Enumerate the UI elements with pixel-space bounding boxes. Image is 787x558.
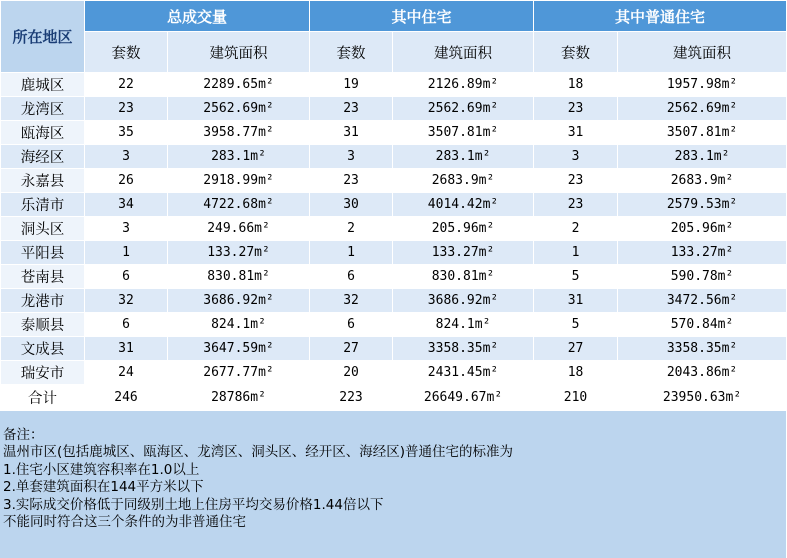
ordinary-count-cell: 23 bbox=[534, 169, 618, 193]
ordinary-area-cell: 2562.69m² bbox=[618, 97, 787, 121]
ordinary-count-cell: 5 bbox=[534, 265, 618, 289]
table-row bbox=[1, 121, 787, 145]
region-cell: 瑞安市 bbox=[1, 361, 85, 385]
ordinary-area-cell: 2579.53m² bbox=[618, 193, 787, 217]
ordinary-area-cell: 3507.81m² bbox=[618, 121, 787, 145]
ordinary-count-cell: 23 bbox=[534, 193, 618, 217]
residential-area-header: 建筑面积 bbox=[393, 32, 534, 73]
ordinary-area-cell: 3358.35m² bbox=[618, 337, 787, 361]
ordinary-count-cell: 31 bbox=[534, 289, 618, 313]
ordinary-count-cell: 31 bbox=[534, 121, 618, 145]
residential-count-cell: 23 bbox=[310, 97, 393, 121]
total-area-cell: 2289.65m² bbox=[168, 73, 310, 97]
total-ordinary-count-cell: 210 bbox=[534, 385, 618, 410]
residential-count-cell: 6 bbox=[310, 313, 393, 337]
total-area-header: 建筑面积 bbox=[168, 32, 310, 73]
ordinary-area-cell: 590.78m² bbox=[618, 265, 787, 289]
ordinary-area-cell: 283.1m² bbox=[618, 145, 787, 169]
note-line: 温州市区(包括鹿城区、瓯海区、龙湾区、洞头区、经开区、海经区)普通住宅的标准为 bbox=[3, 444, 514, 461]
region-cell: 乐清市 bbox=[1, 193, 85, 217]
ordinary-count-cell: 3 bbox=[534, 145, 618, 169]
total-area-cell: 3958.77m² bbox=[168, 121, 310, 145]
table-row bbox=[1, 313, 787, 337]
total-row bbox=[1, 385, 787, 410]
residential-count-cell: 3 bbox=[310, 145, 393, 169]
ordinary-count-cell: 18 bbox=[534, 361, 618, 385]
total-residential-count-cell: 223 bbox=[310, 385, 393, 410]
table-row bbox=[1, 145, 787, 169]
total-count-cell: 26 bbox=[85, 169, 168, 193]
ordinary-area-cell: 1957.98m² bbox=[618, 73, 787, 97]
ordinary-area-cell: 205.96m² bbox=[618, 217, 787, 241]
ordinary-area-header: 建筑面积 bbox=[618, 32, 787, 73]
residential-area-cell: 205.96m² bbox=[393, 217, 534, 241]
total-residential-area-cell: 26649.67m² bbox=[393, 385, 534, 410]
table-row bbox=[1, 73, 787, 97]
table-row bbox=[1, 289, 787, 313]
total-area-cell: 824.1m² bbox=[168, 313, 310, 337]
table-row bbox=[1, 241, 787, 265]
region-column-header: 所在地区 bbox=[1, 1, 85, 73]
region-cell: 瓯海区 bbox=[1, 121, 85, 145]
region-cell: 龙湾区 bbox=[1, 97, 85, 121]
total-area-cell: 249.66m² bbox=[168, 217, 310, 241]
total-count-cell: 3 bbox=[85, 217, 168, 241]
residential-count-cell: 31 bbox=[310, 121, 393, 145]
table-row bbox=[1, 193, 787, 217]
region-cell: 苍南县 bbox=[1, 265, 85, 289]
residential-count-cell: 19 bbox=[310, 73, 393, 97]
residential-area-cell: 3686.92m² bbox=[393, 289, 534, 313]
total-region-cell: 合计 bbox=[1, 385, 85, 410]
ordinary-count-cell: 23 bbox=[534, 97, 618, 121]
residential-count-cell: 23 bbox=[310, 169, 393, 193]
ordinary-area-cell: 3472.56m² bbox=[618, 289, 787, 313]
total-count-cell: 23 bbox=[85, 97, 168, 121]
group-header-ordinary-residential: 其中普通住宅 bbox=[534, 1, 787, 32]
residential-area-cell: 830.81m² bbox=[393, 265, 534, 289]
ordinary-count-cell: 27 bbox=[534, 337, 618, 361]
ordinary-area-cell: 133.27m² bbox=[618, 241, 787, 265]
table-row bbox=[1, 169, 787, 193]
total-count-cell: 31 bbox=[85, 337, 168, 361]
residential-area-cell: 824.1m² bbox=[393, 313, 534, 337]
residential-count-cell: 6 bbox=[310, 265, 393, 289]
total-count-header: 套数 bbox=[85, 32, 168, 73]
region-cell: 平阳县 bbox=[1, 241, 85, 265]
ordinary-count-cell: 5 bbox=[534, 313, 618, 337]
region-cell: 鹿城区 bbox=[1, 73, 85, 97]
total-area-cell: 2918.99m² bbox=[168, 169, 310, 193]
residential-area-cell: 2562.69m² bbox=[393, 97, 534, 121]
region-cell: 海经区 bbox=[1, 145, 85, 169]
ordinary-area-cell: 570.84m² bbox=[618, 313, 787, 337]
total-count-cell: 24 bbox=[85, 361, 168, 385]
total-count-cell: 34 bbox=[85, 193, 168, 217]
total-area-cell: 283.1m² bbox=[168, 145, 310, 169]
ordinary-area-cell: 2043.86m² bbox=[618, 361, 787, 385]
note-line: 3.实际成交价格低于同级别土地上住房平均交易价格1.44倍以下 bbox=[3, 496, 384, 513]
group-header-total: 总成交量 bbox=[85, 1, 310, 32]
notes-section bbox=[0, 411, 786, 558]
residential-count-cell: 20 bbox=[310, 361, 393, 385]
residential-count-header: 套数 bbox=[310, 32, 393, 73]
group-header-residential: 其中住宅 bbox=[310, 1, 534, 32]
note-line: 不能同时符合这三个条件的为非普通住宅 bbox=[3, 514, 246, 531]
residential-area-cell: 4014.42m² bbox=[393, 193, 534, 217]
region-cell: 永嘉县 bbox=[1, 169, 85, 193]
table-row bbox=[1, 361, 787, 385]
residential-area-cell: 283.1m² bbox=[393, 145, 534, 169]
ordinary-count-header: 套数 bbox=[534, 32, 618, 73]
total-count-cell: 32 bbox=[85, 289, 168, 313]
total-area-cell: 830.81m² bbox=[168, 265, 310, 289]
total-count-cell: 35 bbox=[85, 121, 168, 145]
total-total-area-cell: 28786m² bbox=[168, 385, 310, 410]
table-row bbox=[1, 217, 787, 241]
residential-count-cell: 2 bbox=[310, 217, 393, 241]
region-cell: 龙港市 bbox=[1, 289, 85, 313]
residential-area-cell: 3507.81m² bbox=[393, 121, 534, 145]
residential-count-cell: 27 bbox=[310, 337, 393, 361]
total-area-cell: 2562.69m² bbox=[168, 97, 310, 121]
total-count-cell: 6 bbox=[85, 313, 168, 337]
table-row bbox=[1, 265, 787, 289]
total-total-count-cell: 246 bbox=[85, 385, 168, 410]
residential-area-cell: 133.27m² bbox=[393, 241, 534, 265]
ordinary-count-cell: 1 bbox=[534, 241, 618, 265]
total-count-cell: 3 bbox=[85, 145, 168, 169]
notes-title: 备注： bbox=[3, 427, 44, 443]
region-cell: 文成县 bbox=[1, 337, 85, 361]
residential-area-cell: 3358.35m² bbox=[393, 337, 534, 361]
region-cell: 泰顺县 bbox=[1, 313, 85, 337]
region-cell: 洞头区 bbox=[1, 217, 85, 241]
note-line: 1.住宅小区建筑容积率在1.0以上 bbox=[3, 461, 200, 478]
total-count-cell: 6 bbox=[85, 265, 168, 289]
residential-area-cell: 2126.89m² bbox=[393, 73, 534, 97]
total-area-cell: 3686.92m² bbox=[168, 289, 310, 313]
total-ordinary-area-cell: 23950.63m² bbox=[618, 385, 787, 410]
total-area-cell: 133.27m² bbox=[168, 241, 310, 265]
ordinary-count-cell: 2 bbox=[534, 217, 618, 241]
table-row bbox=[1, 337, 787, 361]
total-area-cell: 3647.59m² bbox=[168, 337, 310, 361]
total-area-cell: 4722.68m² bbox=[168, 193, 310, 217]
ordinary-area-cell: 2683.9m² bbox=[618, 169, 787, 193]
ordinary-count-cell: 18 bbox=[534, 73, 618, 97]
note-line: 2.单套建筑面积在144平方米以下 bbox=[3, 479, 204, 496]
total-area-cell: 2677.77m² bbox=[168, 361, 310, 385]
total-count-cell: 1 bbox=[85, 241, 168, 265]
total-count-cell: 22 bbox=[85, 73, 168, 97]
table-body bbox=[1, 73, 787, 410]
residential-count-cell: 32 bbox=[310, 289, 393, 313]
residential-area-cell: 2431.45m² bbox=[393, 361, 534, 385]
residential-count-cell: 30 bbox=[310, 193, 393, 217]
table-row bbox=[1, 97, 787, 121]
residential-count-cell: 1 bbox=[310, 241, 393, 265]
residential-area-cell: 2683.9m² bbox=[393, 169, 534, 193]
